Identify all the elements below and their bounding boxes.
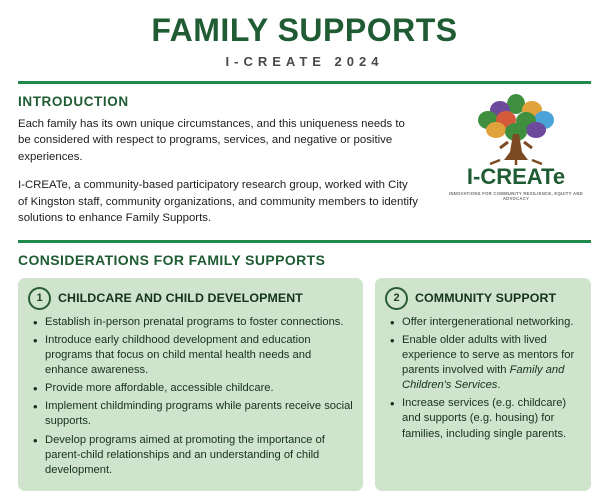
introduction-label: INTRODUCTION [18,93,129,109]
card-title: CHILDCARE AND CHILD DEVELOPMENT [58,291,303,306]
card-childcare-and-child-development [18,278,363,491]
list-item: • Develop programs aimed at promoting the importance of parent-child relationships and an understanding of child development. [45,433,353,478]
document-header [0,0,609,69]
list-item: • Establish in-person prenatal programs to foster connections. [45,315,353,330]
page-subtitle: I-CREATE 2024 [225,53,384,69]
list-item-emphasis: Family and Children's Services [402,364,565,392]
list-item [402,333,581,393]
card-header [385,287,581,310]
introduction-section [0,84,609,227]
card-number-badge: 1 [28,287,51,310]
card-bullet-list [385,315,581,442]
considerations-heading: CONSIDERATIONS FOR FAMILY SUPPORTS [18,251,326,268]
list-item-text-lead: Enable older adults with lived experience to serve as mentors for parents involved with [402,333,575,377]
list-item: • Introduce early childhood development and education programs that focus on child mental health needs and enhance awareness. [45,333,353,378]
logo-tagline: INNOVATIONS FOR COMMUNITY RESILIENCE, EQUITY AND ADVOCACY [449,190,583,201]
introduction-body [18,116,418,227]
considerations-cards [0,268,609,491]
card-community-support [375,278,591,491]
introduction-paragraph-2: I-CREATe, a community-based participatory research group, worked with City of Kingston staff, community organizations, and community members to identify solutions to enhance Family Supports. [18,179,418,225]
list-item: • Offer intergenerational networking. [402,315,581,330]
card-header [28,287,353,310]
list-item: • Increase services (e.g. childcare) and supports (e.g. housing) for families, including single parents. [402,396,581,441]
list-item: • Implement childminding programs while parents receive social supports. [45,399,353,429]
card-number-badge: 2 [385,287,408,310]
i-create-logo [441,90,591,210]
logo-wordmark: I-CREATe [466,163,566,189]
list-item-text-tail: . [497,379,501,392]
page-title: FAMILY SUPPORTS [151,12,458,48]
card-title: COMMUNITY SUPPORT [415,291,557,306]
introduction-paragraph-1: Each family has its own unique circumstances, and this uniqueness needs to be considered with respect to programs, services, and negative or positive experiences. [18,117,405,163]
list-item: • Provide more affordable, accessible childcare. [45,381,353,396]
card-bullet-list [28,315,353,478]
tree-logo-icon [456,90,576,168]
